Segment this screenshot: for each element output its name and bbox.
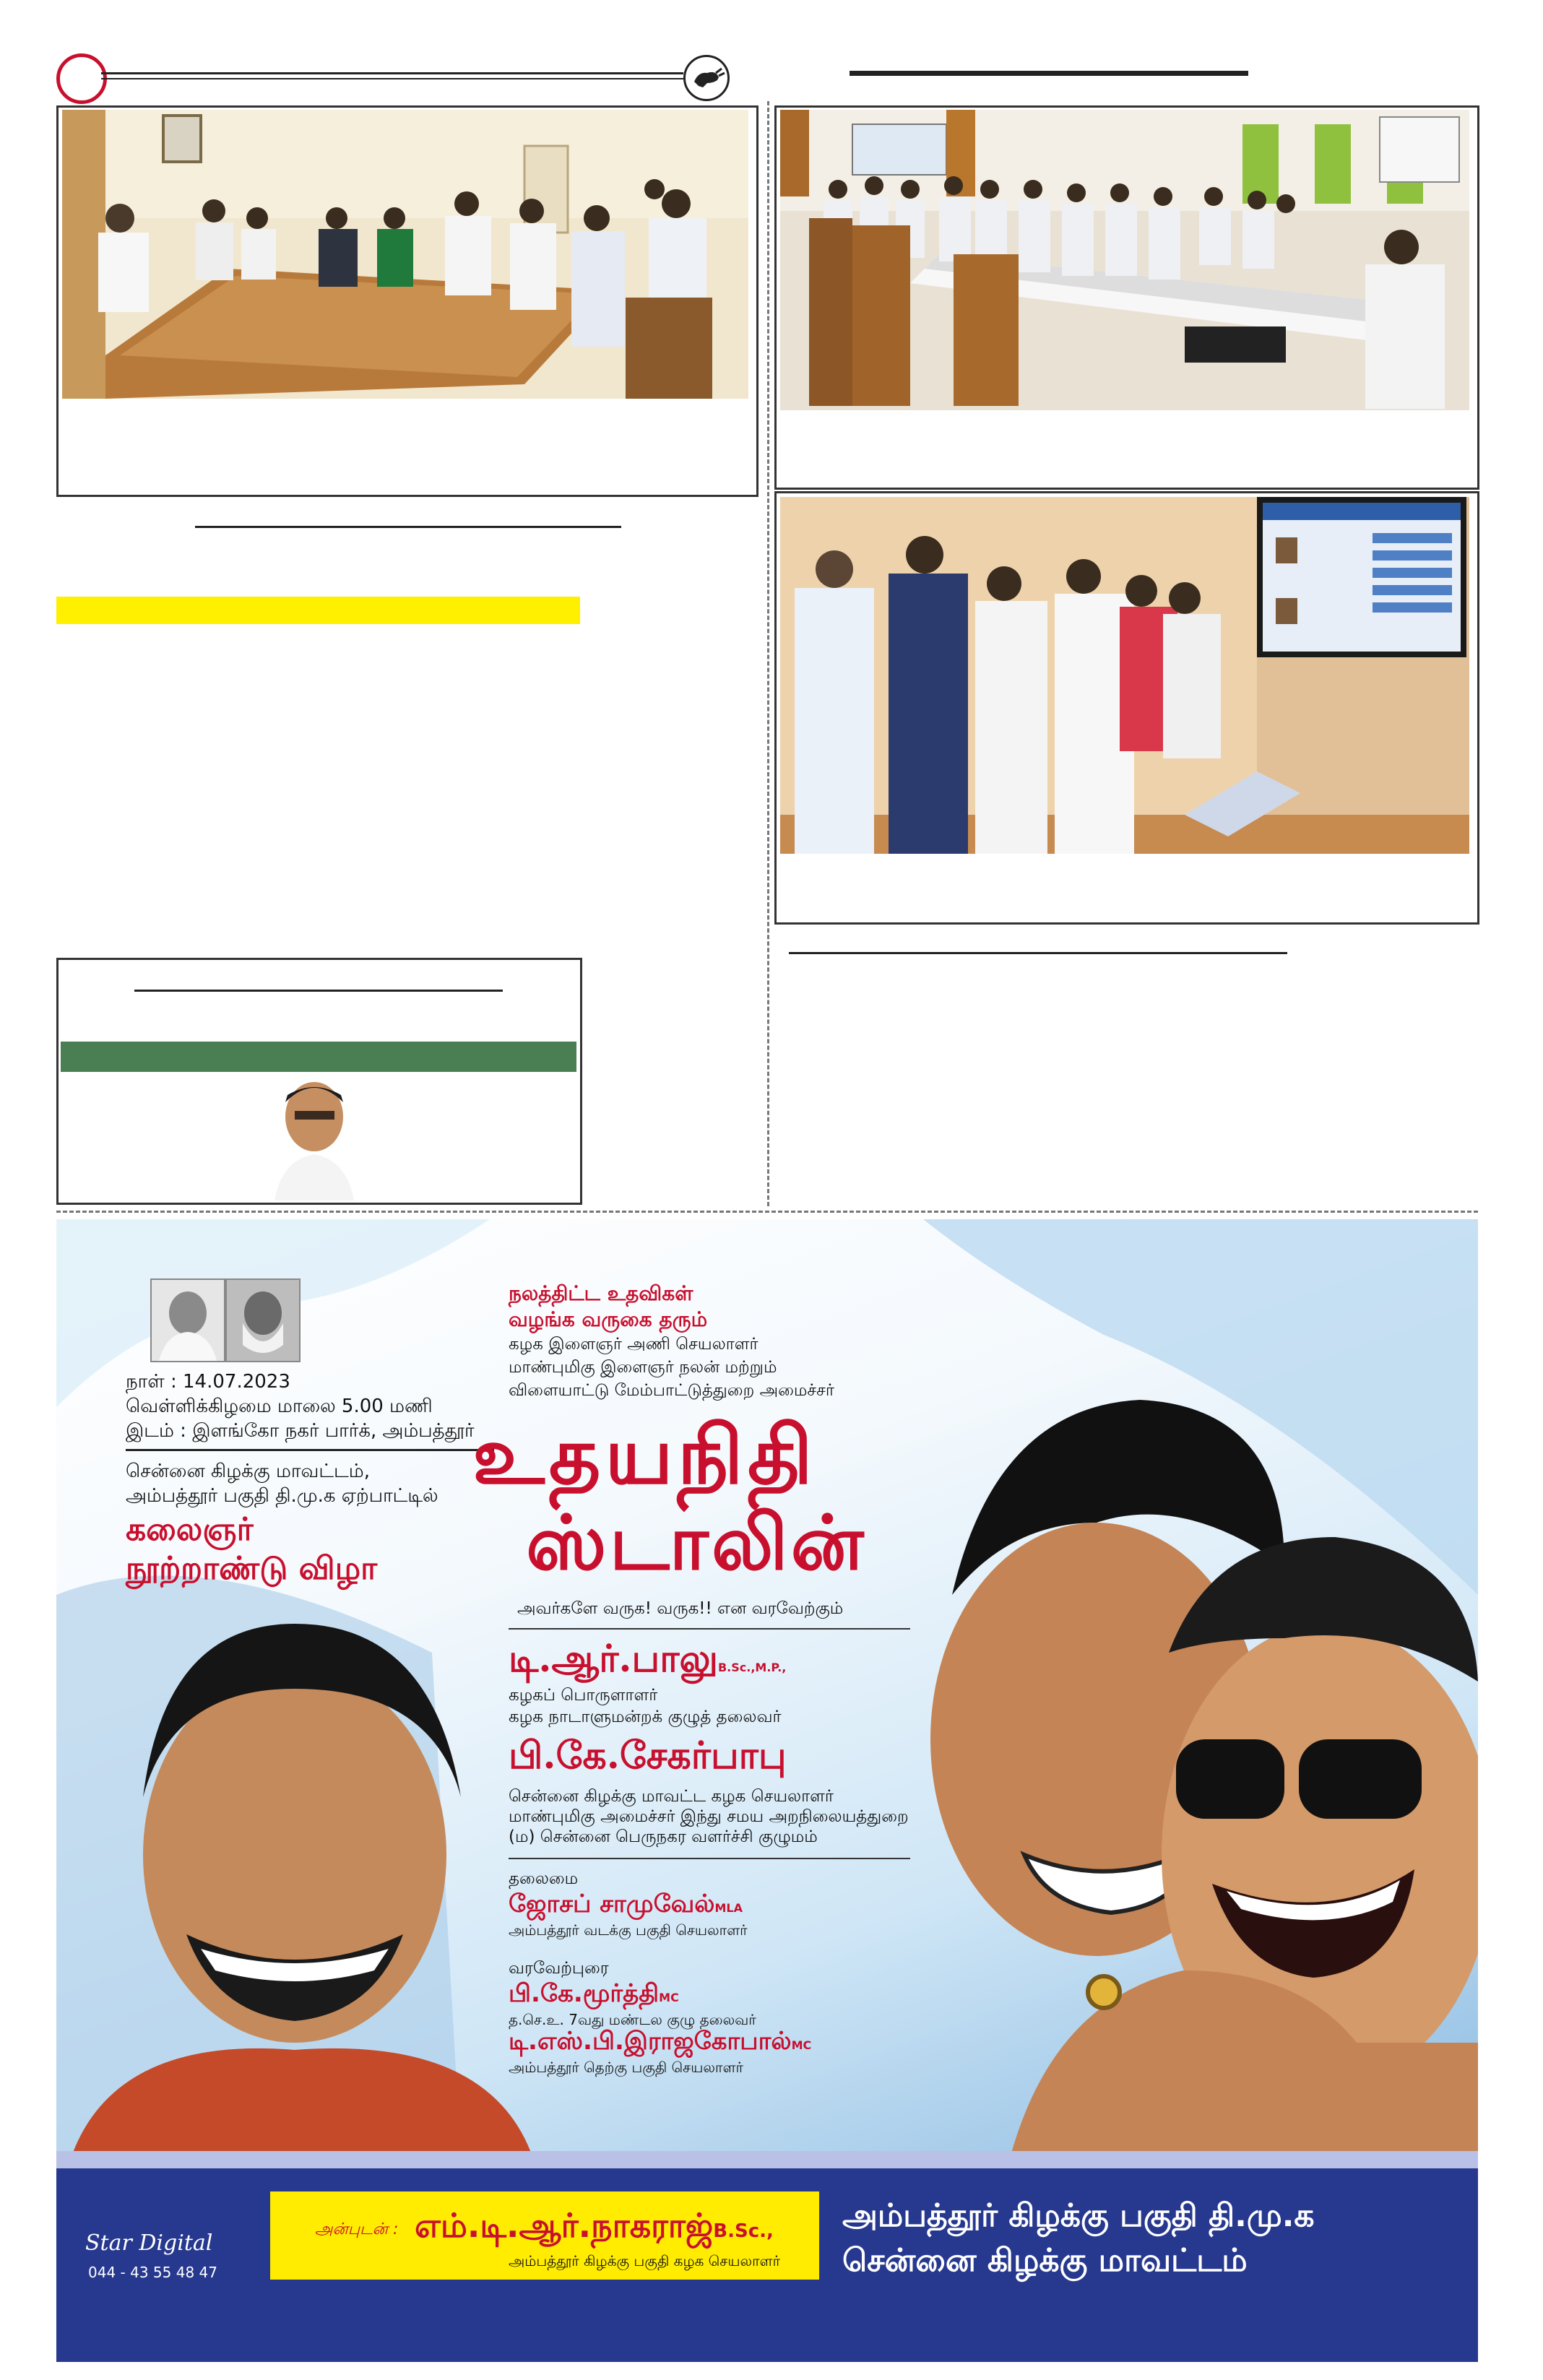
advertisement [56, 1219, 1478, 2362]
portrait-right-small [225, 1278, 301, 1362]
welcome-speaker-2-role: அம்பத்தூர் தெற்கு பகுதி செயலாளர் [509, 2059, 743, 2076]
person-2-name: பி.கே.சேகர்பாபு [509, 1734, 787, 1778]
event-title-line-2: நூற்றாண்டு விழா [126, 1550, 378, 1587]
green-bar [61, 1042, 576, 1072]
person-1-role-2: கழக நாடாளுமன்றக் குழுத் தலைவர் [509, 1708, 782, 1726]
person-1-name: டி.ஆர்.பாலு [509, 1637, 718, 1681]
event-time: வெள்ளிக்கிழமை மாலை 5.00 மணி [126, 1395, 433, 1417]
person-2-role-2: மாண்புமிகு அமைச்சர் இந்து சமய அறநிலையத்துறை [509, 1807, 909, 1826]
event-date: நாள் : 14.07.2023 [126, 1371, 290, 1393]
organizer-line-2: அம்பத்தூர் பகுதி தி.மு.க ஏற்பாட்டில் [126, 1485, 438, 1507]
chair [509, 1890, 743, 1921]
sponsor-prefix: அன்புடன் : [315, 2220, 399, 2238]
meeting-photo-1 [62, 110, 748, 399]
section-divider [56, 1211, 1478, 1213]
right-column-rule [850, 71, 1248, 76]
headline-line-2: ஸ்டாலின் [526, 1498, 867, 1587]
intro-line-2: வழங்க வருகை தரும் [509, 1307, 708, 1331]
headline-line-1: உதயநிதி [472, 1408, 817, 1502]
chair-role: அம்பத்தூர் வடக்கு பகுதி செயலாளர் [509, 1921, 748, 1939]
person-1-suffix: B.Sc.,M.P., [717, 1661, 787, 1674]
welcome-speaker-1-name: பி.கே.மூர்த்தி [509, 1979, 660, 2008]
column-divider [767, 101, 769, 1206]
welcome-speaker-1-suffix: MC [659, 1991, 679, 2004]
chair-label: தலைமை [509, 1869, 579, 1888]
headline-rule-right [789, 952, 1287, 954]
profile-box-rule [134, 990, 503, 992]
banner-right-line-1: அம்பத்தூர் கிழக்கு பகுதி தி.மு.க [842, 2197, 1315, 2234]
chair-name: ஜோசப் சாமுவேல் [509, 1890, 715, 1918]
ad-banner [56, 2151, 1478, 2362]
studio-name: Star Digital [85, 2230, 213, 2256]
circle-logo-icon [56, 53, 107, 104]
launch-photo [780, 497, 1469, 854]
intro-line-4: மாண்புமிகு இளைஞர் நலன் மற்றும் [509, 1358, 777, 1377]
banner-strip [56, 2151, 1478, 2168]
welcome-line: அவர்களே வருக! வருக!! என வரவேற்கும் [517, 1599, 844, 1618]
intro-line-5: விளையாட்டு மேம்பாட்டுத்துறை அமைச்சர் [509, 1381, 834, 1400]
sponsor-name: எம்.டி.ஆர்.நாகராஜ் [415, 2206, 714, 2245]
persons-divider [509, 1858, 910, 1859]
bull-emblem-icon [683, 55, 730, 101]
portrait-photo [260, 1073, 368, 1200]
banner-right-line-2: சென்னை கிழக்கு மாவட்டம் [842, 2242, 1248, 2279]
welcome-speech-label: வரவேற்புரை [509, 1959, 609, 1978]
person-2-role-3: (ம) சென்னை பெருநகர வளர்ச்சி குழுமம் [509, 1827, 818, 1846]
portrait-left-small [150, 1278, 225, 1362]
highlight-bar [56, 597, 580, 624]
welcome-divider [509, 1628, 910, 1630]
welcome-speaker-2 [509, 2027, 811, 2059]
welcome-speaker-2-suffix: MC [791, 2038, 812, 2052]
person-2 [509, 1734, 787, 1783]
person-1 [509, 1637, 786, 1686]
studio-phone: 044 - 43 55 48 47 [88, 2264, 217, 2281]
sponsor-suffix: B.Sc., [713, 2220, 774, 2242]
sponsor-role: அம்பத்தூர் கிழக்கு பகுதி கழக செயலாளர் [509, 2252, 781, 2269]
chair-suffix: MLA [714, 1901, 743, 1915]
event-venue: இடம் : இளங்கோ நகர் பார்க், அம்பத்தூர் [126, 1420, 475, 1442]
intro-line-1: நலத்திட்ட உதவிகள் [509, 1281, 693, 1305]
welcome-speaker-1 [509, 1979, 679, 2011]
welcome-speaker-2-name: டி.எஸ்.பி.இராஜகோபால் [509, 2027, 792, 2056]
organizer-line-1: சென்னை கிழக்கு மாவட்டம், [126, 1461, 370, 1482]
meeting-photo-2 [780, 110, 1469, 410]
intro-line-3: கழக இளைஞர் அணி செயலாளர் [509, 1335, 758, 1354]
masthead-rule-lower [101, 78, 683, 79]
person-1-role-1: கழகப் பொருளாளர் [509, 1686, 658, 1705]
sponsor-box [270, 2191, 819, 2280]
welcome-speaker-1-role: த.செ.உ. 7வது மண்டல குழு தலைவர் [509, 2011, 756, 2028]
event-divider [126, 1449, 494, 1451]
person-2-role-1: சென்னை கிழக்கு மாவட்ட கழக செயலாளர் [509, 1787, 834, 1806]
event-title-line-1: கலைஞர் [126, 1511, 254, 1548]
headline-rule-left [195, 526, 621, 528]
sponsor [415, 2206, 774, 2250]
masthead-rule [101, 72, 683, 74]
